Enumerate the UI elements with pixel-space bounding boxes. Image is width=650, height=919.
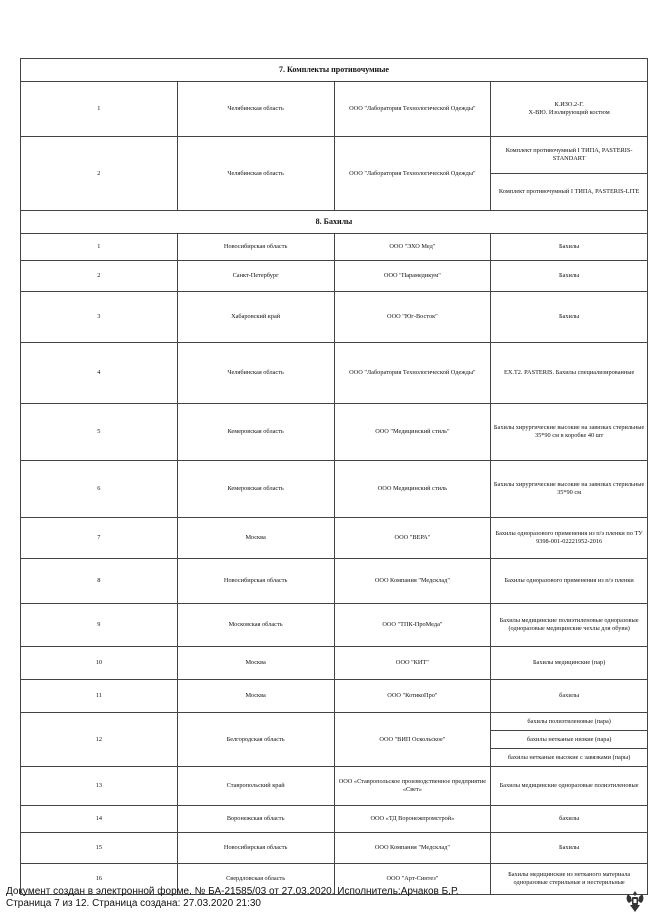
product-cell [491, 559, 648, 604]
product-cell [491, 461, 648, 518]
row-number: 13 [21, 767, 178, 806]
section-title: 7. Комплекты противочумные [21, 59, 648, 82]
region-cell: Московская область [177, 604, 334, 647]
organization-cell: ООО «Ставропольское производственное предприятие «Свет» [334, 767, 491, 806]
region-cell: Челябинская область [177, 82, 334, 137]
table-row [21, 82, 648, 137]
row-number: 5 [21, 404, 178, 461]
region-cell: Воронежская область [177, 806, 334, 833]
section-title: 8. Бахилы [21, 211, 648, 234]
organization-cell: ООО "КотикоПро" [334, 680, 491, 713]
organization-cell: ООО "Арт-Синтез" [334, 864, 491, 895]
product-cell: Комплект противочумный I ТИПА, PASTERIS-STANDART [491, 137, 648, 174]
row-number: 16 [21, 864, 178, 895]
organization-cell: ООО «ТД Воронежпромстрой» [334, 806, 491, 833]
organization-cell: ООО "КИТ" [334, 647, 491, 680]
product-cell [491, 767, 648, 806]
region-cell: Москва [177, 518, 334, 559]
product-cell [491, 806, 648, 833]
region-cell: Новосибирская область [177, 559, 334, 604]
product-cell [491, 604, 648, 647]
product-cell [491, 82, 648, 137]
organization-cell: ООО "ВЕРА" [334, 518, 491, 559]
product-cell [491, 404, 648, 461]
region-cell: Челябинская область [177, 137, 334, 211]
product-line: Бахилы хирургические высокие на завязках стерильные 35*90 см в коробке 40 шт [493, 424, 645, 439]
region-cell: Санкт-Петербург [177, 261, 334, 292]
organization-cell: ООО "Юг-Восток" [334, 292, 491, 343]
region-cell: Новосибирская область [177, 234, 334, 261]
region-cell: Москва [177, 680, 334, 713]
document-footer [6, 886, 459, 910]
table-row [21, 680, 648, 713]
product-line: Х-ВЮ. Изолирующий костюм [528, 109, 610, 116]
row-number: 7 [21, 518, 178, 559]
row-number: 12 [21, 713, 178, 767]
product-line: Бахилы [558, 313, 580, 321]
row-number: 4 [21, 343, 178, 404]
organization-cell: ООО Медицинский стиль [334, 461, 491, 518]
region-cell: Ставропольский край [177, 767, 334, 806]
registry-table-sheet [20, 58, 648, 895]
organization-cell: ООО Компания "Медсклад" [334, 559, 491, 604]
product-line: Бахилы медицинские полиэтиленовые одноразовые (одноразовые медицинские чехлы для обуви) [499, 617, 639, 632]
product-cell: бахилы нетканые высокие с завязками (пары) [491, 749, 648, 767]
organization-cell: ООО "Лаборатория Технологической Одежды" [334, 343, 491, 404]
table-row [21, 292, 648, 343]
footer-line-2: Страница 7 из 12. Страница создана: 27.03.2020 21:30 [6, 898, 261, 909]
product-cell [491, 343, 648, 404]
row-number: 2 [21, 137, 178, 211]
product-cell [491, 833, 648, 864]
organization-cell: ООО "ТПК-ПроМеда" [334, 604, 491, 647]
product-cell [491, 234, 648, 261]
coat-of-arms-icon [624, 888, 646, 914]
region-cell: Кемеровская область [177, 461, 334, 518]
row-number: 3 [21, 292, 178, 343]
organization-cell: ООО Компания "Медсклад" [334, 833, 491, 864]
table-row [21, 647, 648, 680]
registry-table [20, 58, 648, 895]
product-line: бахилы [559, 692, 580, 700]
product-cell [491, 518, 648, 559]
product-line: Бахилы одноразового применения из п/э пленки по ТУ 9398-001-02221952-2016 [495, 530, 643, 545]
product-cell: Комплект противочумный I ТИПА, PASTERIS-LITE [491, 174, 648, 211]
region-cell: Москва [177, 647, 334, 680]
row-number: 14 [21, 806, 178, 833]
product-line: Бахилы [558, 844, 580, 852]
organization-cell: ООО "Лаборатория Технологической Одежды" [334, 82, 491, 137]
product-line: Бахилы [558, 243, 580, 251]
product-line: EX.T2. PASTERIS. Бахилы специализированные [503, 369, 635, 377]
region-cell: Белгородская область [177, 713, 334, 767]
organization-cell: ООО "ЭХО Мед" [334, 234, 491, 261]
product-line: Бахилы хирургические высокие на завязках стерильные 35*90 см [493, 481, 645, 496]
row-number: 9 [21, 604, 178, 647]
table-row [21, 806, 648, 833]
section-header-row [21, 59, 648, 82]
table-row [21, 461, 648, 518]
product-cell: бахилы нетканые низкие (пара) [491, 731, 648, 749]
product-line: бахилы [559, 815, 580, 823]
product-line: Бахилы медицинские одноразовые полиэтиленовые [499, 782, 639, 790]
table-row [21, 713, 648, 731]
region-cell: Хабаровский край [177, 292, 334, 343]
table-row [21, 404, 648, 461]
row-number: 6 [21, 461, 178, 518]
row-number: 11 [21, 680, 178, 713]
table-row [21, 343, 648, 404]
table-row [21, 559, 648, 604]
row-number: 2 [21, 261, 178, 292]
product-cell: бахилы полиэтиленовые (пара) [491, 713, 648, 731]
region-cell: Новосибирская область [177, 833, 334, 864]
product-line: Бахилы медицинские (пар) [532, 659, 606, 667]
table-row [21, 833, 648, 864]
organization-cell: ООО "Медицинский стиль" [334, 404, 491, 461]
product-cell [491, 647, 648, 680]
row-number: 15 [21, 833, 178, 864]
row-number: 1 [21, 234, 178, 261]
footer-line-1: Документ создан в электронной форме. № БА-21585/03 от 27.03.2020. Исполнитель:Арчаков Б.Р. [6, 886, 459, 897]
row-number: 8 [21, 559, 178, 604]
row-number: 10 [21, 647, 178, 680]
product-cell [491, 261, 648, 292]
product-cell [491, 680, 648, 713]
table-row [21, 604, 648, 647]
table-row [21, 518, 648, 559]
table-row [21, 767, 648, 806]
organization-cell: ООО "ВИП Оскольское" [334, 713, 491, 767]
product-line: Бахилы одноразового применения из п/э пленки [504, 577, 634, 585]
organization-cell: ООО "Лаборатория Технологической Одежды" [334, 137, 491, 211]
table-row [21, 137, 648, 174]
region-cell: Свердловская область [177, 864, 334, 895]
product-line: К.ИЗО.2-Г. [554, 101, 584, 109]
region-cell: Челябинская область [177, 343, 334, 404]
table-row [21, 261, 648, 292]
product-cell [491, 292, 648, 343]
section-header-row [21, 211, 648, 234]
product-line: Бахилы медицинские из нетканого материала одноразовые стерильные и нестерильные [508, 871, 631, 886]
row-number: 1 [21, 82, 178, 137]
table-row [21, 234, 648, 261]
product-line: Бахилы [558, 272, 580, 280]
region-cell: Кемеровская область [177, 404, 334, 461]
organization-cell: ООО "Парамедикум" [334, 261, 491, 292]
